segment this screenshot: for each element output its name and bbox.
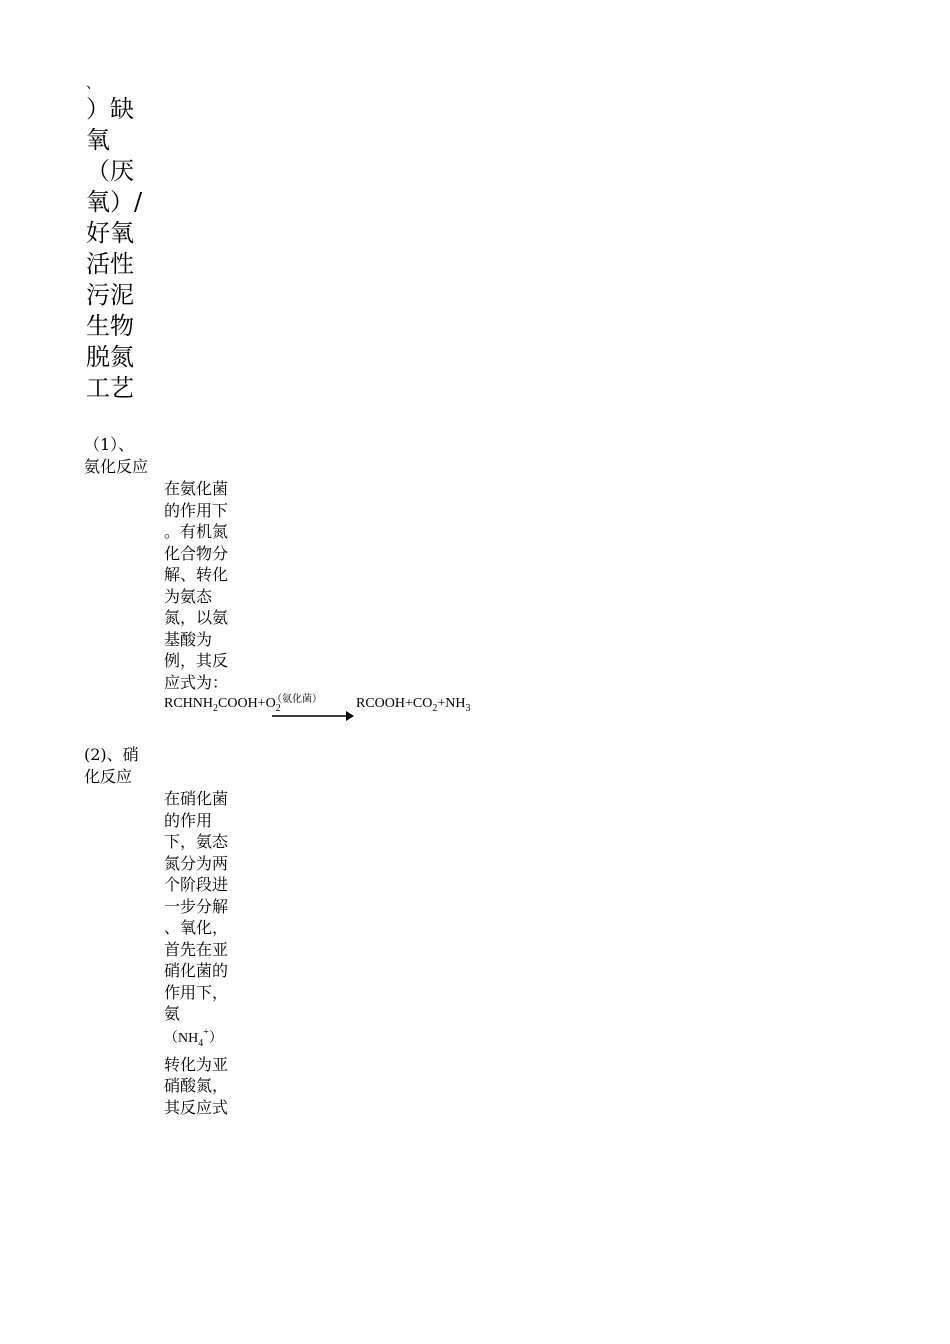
ammonium-ion: $(NH_4^+)$ (164, 1026, 223, 1049)
label-line: 化反应 (84, 766, 133, 786)
body-line: 基酸为 (164, 629, 213, 649)
body-line: 转化为亚 (164, 1054, 229, 1074)
body-line: 其反应式 (164, 1097, 229, 1117)
body-line: 下，氨态 (164, 832, 229, 851)
body-line: 的作用下 (164, 500, 229, 520)
body-line: 例，其反 (164, 651, 229, 670)
body-line: 首先在亚 (164, 939, 229, 959)
heading-line: 好氧 (86, 219, 134, 247)
heading-line: ）缺 (86, 95, 134, 123)
body-line: 个阶段进 (164, 875, 229, 894)
body-line: 作用下， (164, 982, 229, 1002)
equation-left: $RCHNH_2COOH+O_2$ (164, 696, 281, 714)
body-line: 应式为： (164, 672, 229, 692)
body-line: 氨 (164, 1004, 181, 1023)
heading-line: 氧 (86, 126, 110, 154)
label-line: 氨化反应 (84, 456, 149, 476)
heading-line: 、 (86, 76, 100, 92)
section1-body (164, 478, 244, 693)
section2-label (84, 744, 164, 787)
body-line: 硝酸氮， (164, 1076, 229, 1095)
heading-line: 生物 (86, 312, 134, 340)
body-line: 化合物分 (164, 543, 229, 563)
body-line: 氮分为两 (164, 853, 229, 873)
body-line: 硝化菌的 (164, 961, 229, 980)
body-line: 解、转化 (164, 565, 229, 584)
body-line: 。有机氮 (164, 522, 229, 541)
heading-line: 工艺 (86, 374, 134, 402)
heading-line: 污泥 (86, 281, 134, 309)
body-line: 氮，以氨 (164, 608, 229, 627)
section1-label (84, 434, 164, 477)
equation-right: $RCOOH+CO_2+NH_3$ (356, 696, 471, 714)
reaction-arrow-icon (272, 709, 356, 723)
body-line: 的作用 (164, 810, 213, 830)
equation-catalyst: （氨化菌） (272, 694, 322, 705)
section2-body (164, 788, 244, 1118)
body-line: 在氨化菌 (164, 479, 229, 498)
label-line: (2)、硝 (84, 745, 139, 764)
body-line: 一步分解 (164, 896, 229, 916)
heading-line: 脱氮 (86, 343, 134, 371)
body-line: 在硝化菌 (164, 789, 229, 808)
heading-line: 活性 (86, 250, 134, 278)
body-line: 为氨态 (164, 586, 213, 606)
body-line: 、氧化， (164, 918, 229, 937)
label-line: （1）、 (84, 435, 135, 454)
heading-line: 氧）/ (86, 188, 143, 216)
section-heading (86, 74, 156, 404)
heading-line: （厌 (86, 157, 134, 185)
